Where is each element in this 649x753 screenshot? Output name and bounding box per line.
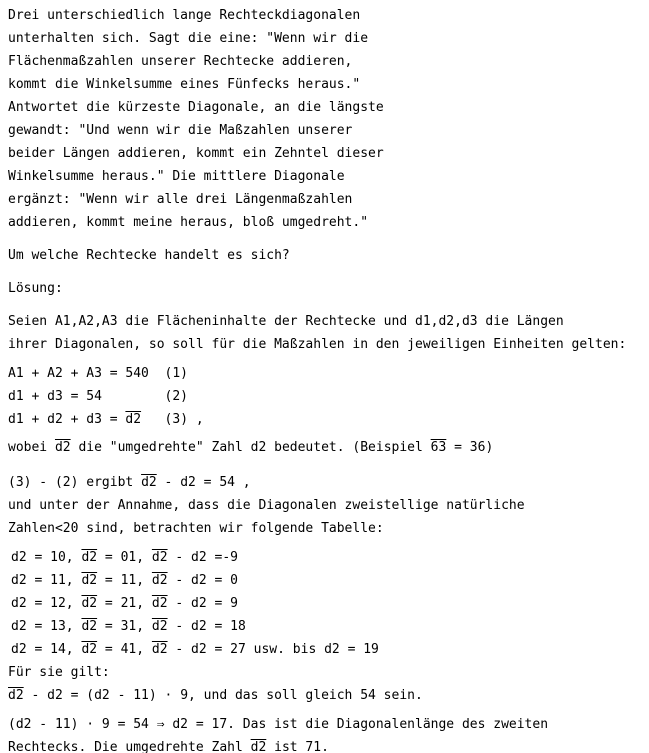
overlined-term: d2 <box>250 740 267 753</box>
overlined-term: d2 <box>81 642 98 657</box>
paragraph <box>8 471 649 540</box>
text-run: (3) - (2) ergibt <box>8 475 142 490</box>
text-run: d2 = 11, <box>11 573 82 588</box>
text-run: (3) , <box>141 412 204 427</box>
text-line <box>8 592 649 615</box>
text-run: addieren, kommt meine heraus, bloß umgedreht." <box>8 215 369 230</box>
text-line <box>8 408 649 431</box>
overlined-term: d2 <box>151 573 168 588</box>
text-run: d1 + d3 = 54 (2) <box>8 389 189 404</box>
text-run: d2 = 12, <box>11 596 82 611</box>
text-run: - d2 = 9 <box>167 596 239 611</box>
paragraph <box>8 713 649 753</box>
paragraph <box>8 362 649 431</box>
text-run: d2 = 14, <box>11 642 82 657</box>
overlined-term: 63 <box>430 440 447 455</box>
text-run: kommt die Winkelsumme eines Fünfecks heraus." <box>8 77 361 92</box>
text-line <box>8 333 649 356</box>
paragraph <box>8 244 649 267</box>
overlined-term: d2 <box>81 573 98 588</box>
text-run: ergänzt: "Wenn wir alle drei Längenmaßzahlen <box>8 192 353 207</box>
text-line <box>8 188 649 211</box>
text-run: = 36) <box>446 440 494 455</box>
text-line <box>8 494 649 517</box>
text-run: (d2 - 11) · 9 = 54 ⇒ d2 = 17. Das ist die Diagonalenlänge des zweiten <box>8 717 549 732</box>
text-run: gewandt: "Und wenn wir die Maßzahlen unserer <box>8 123 353 138</box>
text-run: Rechtecks. Die umgedrehte Zahl <box>8 740 251 753</box>
text-run: - d2 = 27 usw. bis d2 = 19 <box>167 642 379 657</box>
text-line <box>8 569 649 592</box>
text-run: Drei unterschiedlich lange Rechteckdiagonalen <box>8 8 361 23</box>
overlined-term: d2 <box>8 688 24 703</box>
overlined-term: d2 <box>81 619 98 634</box>
text-run: = 21, <box>97 596 152 611</box>
text-run: Antwortet die kürzeste Diagonale, an die längste <box>8 100 384 115</box>
text-run: ist 71. <box>266 740 329 753</box>
text-run: Für sie gilt: <box>8 665 110 680</box>
text-run: - d2 = (d2 - 11) · 9, und das soll gleich 54 sein. <box>23 688 423 703</box>
text-line <box>8 471 649 494</box>
paragraph <box>8 436 649 459</box>
overlined-term: d2 <box>151 642 168 657</box>
overlined-term: d2 <box>151 550 168 565</box>
text-line <box>8 165 649 188</box>
text-line <box>8 736 649 753</box>
overlined-term: d2 <box>151 596 168 611</box>
text-run: Zahlen<20 sind, betrachten wir folgende Tabelle: <box>8 521 384 536</box>
text-line <box>8 27 649 50</box>
text-run: unterhalten sich. Sagt die eine: "Wenn wir die <box>8 31 369 46</box>
text-run: und unter der Annahme, dass die Diagonalen zweistellige natürliche <box>8 498 525 513</box>
text-line <box>8 244 649 267</box>
text-line <box>8 50 649 73</box>
overlined-term: d2 <box>151 619 168 634</box>
paragraph <box>8 546 649 661</box>
text-run: = 41, <box>97 642 152 657</box>
text-run: Um welche Rechtecke handelt es sich? <box>8 248 290 263</box>
text-run: wobei <box>8 440 55 455</box>
paragraph <box>8 661 649 707</box>
text-run: d2 = 10, <box>11 550 82 565</box>
overlined-term: d2 <box>125 412 142 427</box>
overlined-term: d2 <box>81 596 98 611</box>
text-run: Winkelsumme heraus." Die mittlere Diagonale <box>8 169 345 184</box>
text-line <box>8 546 649 569</box>
overlined-term: d2 <box>54 440 71 455</box>
text-run: - d2 = 0 <box>167 573 239 588</box>
text-run: Seien A1,A2,A3 die Flächeninhalte der Rechtecke und d1,d2,d3 die Längen <box>8 314 564 329</box>
text-run: A1 + A2 + A3 = 540 (1) <box>8 366 189 381</box>
text-line <box>8 96 649 119</box>
text-run: = 11, <box>97 573 152 588</box>
text-line <box>8 638 649 661</box>
text-run: Flächenmaßzahlen unserer Rechtecke addieren, <box>8 54 353 69</box>
text-line <box>8 310 649 333</box>
paragraph <box>8 277 649 300</box>
text-line <box>8 615 649 638</box>
text-line <box>8 142 649 165</box>
text-run: d2 = 13, <box>11 619 82 634</box>
text-run: beider Längen addieren, kommt ein Zehntel dieser <box>8 146 384 161</box>
text-run: - d2 = 18 <box>167 619 246 634</box>
text-run: d1 + d2 + d3 = <box>8 412 126 427</box>
paragraph <box>8 310 649 356</box>
overlined-term: d2 <box>81 550 98 565</box>
text-run: ihrer Diagonalen, so soll für die Maßzahlen in den jeweiligen Einheiten gelten: <box>8 337 627 352</box>
text-line <box>8 119 649 142</box>
text-line <box>8 517 649 540</box>
text-line <box>8 73 649 96</box>
text-line <box>8 385 649 408</box>
text-run: = 31, <box>97 619 152 634</box>
paragraph <box>8 4 649 234</box>
text-line <box>8 684 649 707</box>
text-line <box>8 4 649 27</box>
text-run: = 01, <box>97 550 152 565</box>
text-line <box>8 362 649 385</box>
text-run: - d2 =-9 <box>167 550 239 565</box>
text-line <box>8 277 649 300</box>
text-run: - d2 = 54 , <box>156 475 251 490</box>
text-run: Lösung: <box>8 281 63 296</box>
overlined-term: d2 <box>141 475 157 490</box>
text-line <box>8 211 649 234</box>
text-line <box>8 436 649 459</box>
text-run: die "umgedrehte" Zahl d2 bedeutet. (Beispiel <box>70 440 431 455</box>
text-line <box>8 713 649 736</box>
text-line <box>8 661 649 684</box>
